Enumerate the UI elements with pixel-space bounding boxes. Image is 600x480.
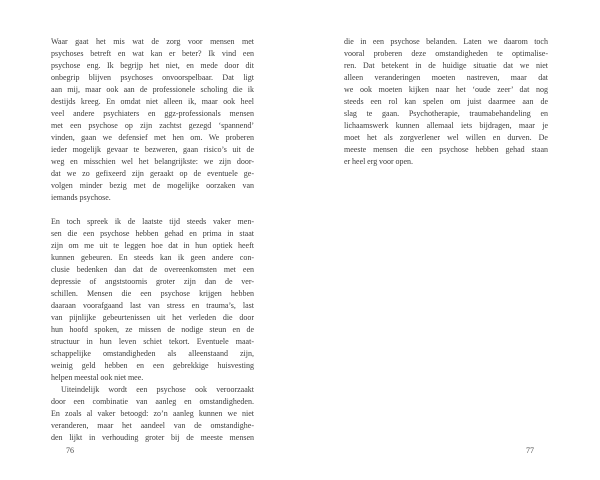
text-line: En zoals al vaker betoogd: zo’n aanleg kunnen we niet [51,409,254,418]
text-line: we ook moeten kijken naar het ‘oude zeer’ dat nog [344,85,548,94]
text-line: meeste mensen die een psychose hebben gehad staan [344,145,548,154]
page-number-left: 76 [66,446,74,455]
text-line: schappelijke omstandigheden als alleenstaand zijn, [51,349,254,358]
text-line: vinden, gaan we defensief met hen om. We proberen [51,133,254,142]
right-page-text [344,36,548,168]
text-line: structuur in hun leven schiet tekort. Eventuele maat- [51,337,254,346]
text-line: depressie of angststoornis groter zijn dan de ver- [51,277,254,286]
text-line: die in een psychose belanden. Laten we daarom toch [344,37,548,46]
text-line: vooral proberen deze omstandigheden te optimalise- [344,49,548,58]
text-line: hun hoofd spoken, ze missen de nodige steun en de [51,325,254,334]
paragraph-gap [51,204,254,216]
text-line: destijds kreeg. En omdat niet alleen ik, maar ook heel [51,97,254,106]
text-line: aan mij, maar ook aan de professionele scholing die ik [51,85,254,94]
text-line: En toch spreek ik de laatste tijd steeds vaker men- [51,217,254,226]
text-line: alleen veranderingen moeten nastreven, maar dat [344,73,548,82]
text-line: dat we zo gefixeerd zijn geraakt op de eventuele ge- [51,169,254,178]
text-line: ren. Dat betekent in de huidige situatie dat we niet [344,61,548,70]
text-line: er heel erg voor open. [344,157,414,166]
text-line: slag te gaan. Psychotherapie, traumabehandeling en [344,109,548,118]
text-line: lichaamswerk kunnen allemaal iets bijdragen, maar je [344,121,548,130]
text-line: met een psychose op zijn zachtst gezegd ‘spannend’ [51,121,254,130]
text-line: weinig geld hebben en een gebrekkige huisvesting [51,361,254,370]
paragraph [344,36,548,168]
text-line: iemands psychose. [51,193,111,202]
paragraph [51,36,254,204]
text-line: clusie bedenken dan dat de overeenkomsten met een [51,265,254,274]
text-line: daaraan voorafgaand last van stress en trauma’s, last [51,301,254,310]
text-line: onbegrip blijven psychoses onvoorspelbaar. Dat ligt [51,73,254,82]
text-line: Waar gaat het mis wat de zorg voor mensen met [51,37,254,46]
text-line: zijn om me uit te leggen hoe dat in hun optiek heeft [51,241,254,250]
text-line: kunnen gebeuren. En steeds kan ik geen andere con- [51,253,254,262]
text-line: ieder mogelijk gevaar te bezweren, gaan risico’s uit de [51,145,254,154]
text-line: door een combinatie van aanleg en omstandigheden. [51,397,254,406]
text-line: moet het als zorgverlener wel willen en durven. De [344,133,548,142]
text-line: sen die een psychose hebben gehad en prima in staat [51,229,254,238]
text-line: veranderen, maar het aandeel van de omstandighe- [51,421,254,430]
page-number-right: 77 [526,446,534,455]
paragraph [51,216,254,384]
text-line: helpen meestal ook niet mee. [51,373,144,382]
text-line: weg en misschien wel het belangrijkste: we zijn door- [51,157,254,166]
text-line: psychoses betreft en wat kan er beter? Ik vind een [51,49,254,58]
text-line: veel andere psychiaters en ggz-professionals mensen [51,109,254,118]
text-line: den lijkt in verhouding groter bij de meeste mensen [51,433,254,442]
text-line: psychose eng. Ik begrijp het niet, en mede door dit [51,61,254,70]
text-line: volgen minder bezig met de mogelijke oorzaken van [51,181,254,190]
paragraph [51,384,254,444]
text-line: schillen. Mensen die een psychose krijgen hebben [51,289,254,298]
text-line: Uiteindelijk wordt een psychose ook veroorzaakt [61,385,254,394]
left-page-text [51,36,254,444]
text-line: van pijnlijke gebeurtenissen uit het verleden die door [51,313,254,322]
text-line: steeds een rol kan spelen om juist daarmee aan de [344,97,548,106]
